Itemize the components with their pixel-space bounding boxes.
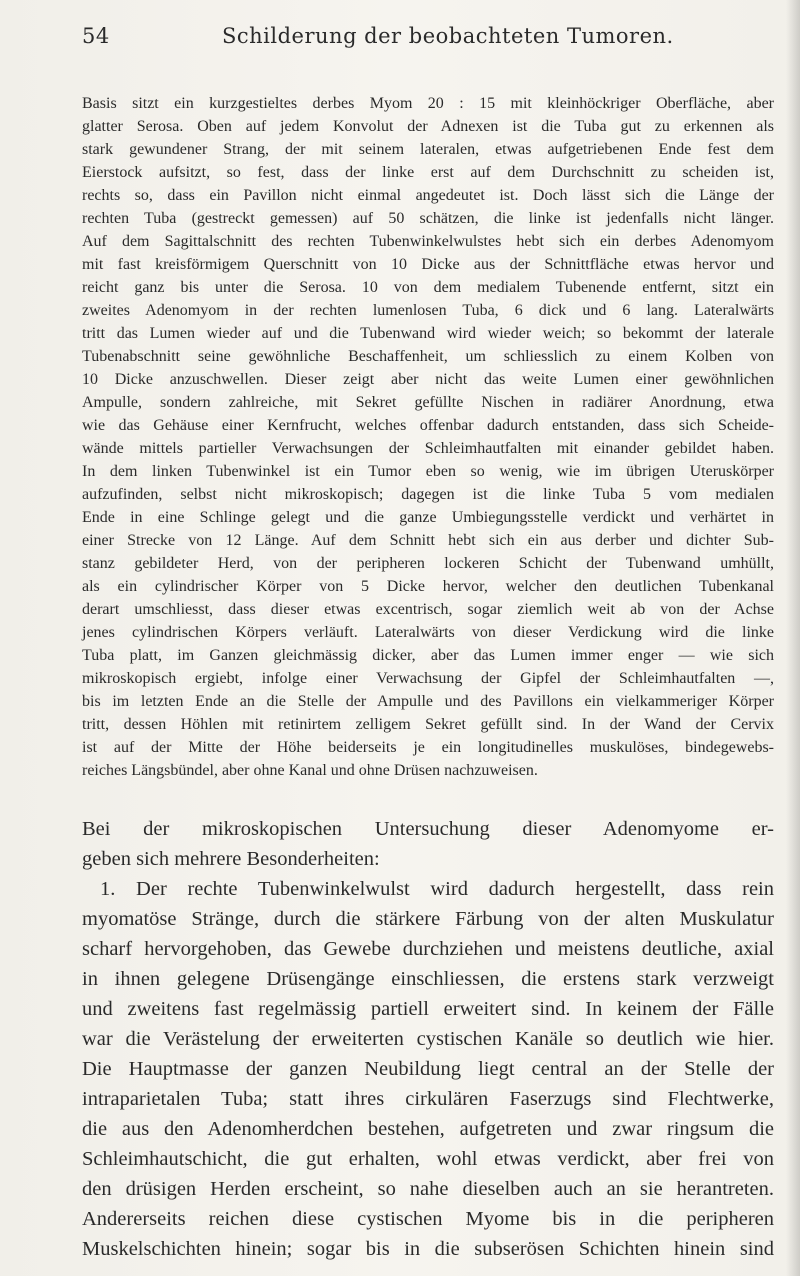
text-line: tritt das Lumen wieder auf und die Tubenwand wird wieder weich; so bekommt der laterale bbox=[82, 325, 774, 342]
text-line: myomatöse Stränge, durch die stärkere Färbung von der alten Muskulatur bbox=[82, 908, 774, 930]
text-line: als ein cylindrischer Körper von 5 Dicke hervor, welcher den deutlichen Tubenkanal bbox=[82, 578, 774, 595]
text-line: Bei der mikroskopischen Untersuchung dieser Adenomyome er- bbox=[82, 818, 774, 840]
text-line: und zweitens fast regelmässig partiell erweitert sind. In keinem der Fälle bbox=[82, 998, 774, 1020]
text-line: mit fast kreisförmigem Querschnitt von 10 Dicke aus der Schnittfläche etwas hervor und bbox=[82, 256, 774, 273]
page-edge-shadow bbox=[786, 0, 800, 1276]
text-line: Andererseits reichen diese cystischen Myome bis in die peripheren bbox=[82, 1208, 774, 1230]
text-line: 1. Der rechte Tubenwinkelwulst wird dadurch hergestellt, dass rein bbox=[100, 878, 774, 900]
text-line: aufzufinden, selbst nicht mikroskopisch; dagegen ist die linke Tuba 5 vom medialen bbox=[82, 486, 774, 503]
text-line: glatter Serosa. Oben auf jedem Konvolut der Adnexen ist die Tuba gut zu erkennen als bbox=[82, 118, 774, 135]
text-line: einer Strecke von 12 Länge. Auf dem Schnitt hebt sich ein aus derber und dichter Sub- bbox=[82, 532, 774, 549]
text-line: wände mittels partieller Verwachsungen der Schleimhautfalten mit einander gebildet haben. bbox=[82, 440, 774, 457]
text-line: die aus den Adenomherdchen bestehen, aufgetreten und zwar ringsum die bbox=[82, 1118, 774, 1140]
text-line: war die Verästelung der erweiterten cystischen Kanäle so deutlich wie hier. bbox=[82, 1028, 774, 1050]
text-line: derart umschliesst, dass dieser etwas excentrisch, sogar ziemlich weit ab von der Achse bbox=[82, 601, 774, 618]
text-line: Muskelschichten hinein; sogar bis in die subserösen Schichten hinein sind bbox=[82, 1238, 774, 1260]
text-line: In dem linken Tubenwinkel ist ein Tumor eben so wenig, wie im übrigen Uteruskörper bbox=[82, 463, 774, 480]
text-line: bis im letzten Ende an die Stelle der Ampulle und des Pavillons ein vielkammeriger Körper bbox=[82, 693, 774, 710]
text-line: Tubenabschnitt seine gewöhnliche Beschaffenheit, um schliesslich zu einem Kolben von bbox=[82, 348, 774, 365]
text-line: Die Hauptmasse der ganzen Neubildung liegt central an der Stelle der bbox=[82, 1058, 774, 1080]
text-line: jenes cylindrischen Körpers verläuft. Lateralwärts von dieser Verdickung wird die linke bbox=[82, 624, 774, 641]
case-description-paragraph bbox=[82, 92, 774, 782]
text-line: zweites Adenomyom in der rechten lumenlosen Tuba, 6 dick und 6 lang. Lateralwärts bbox=[82, 302, 774, 319]
text-line: Auf dem Sagittalschnitt des rechten Tubenwinkelwulstes hebt sich ein derbes Adenomyom bbox=[82, 233, 774, 250]
text-line: mikroskopisch ergiebt, infolge einer Verwachsung der Gipfel der Schleimhautfalten —, bbox=[82, 670, 774, 687]
text-line: reicht ganz bis unter die Serosa. 10 von dem medialem Tubenende entfernt, sitzt ein bbox=[82, 279, 774, 296]
text-line: wie das Gehäuse einer Kernfrucht, welches offenbar dadurch entstanden, dass sich Scheide- bbox=[82, 417, 774, 434]
text-line: intraparietalen Tuba; statt ihres cirkulären Faserzugs sind Flechtwerke, bbox=[82, 1088, 774, 1110]
text-line: rechts so, dass ein Pavillon nicht einmal angedeutet ist. Doch lässt sich die Länge der bbox=[82, 187, 774, 204]
page-number: 54 bbox=[82, 24, 110, 48]
text-line: Ende in eine Schlinge gelegt und die ganze Umbiegungsstelle verdickt und verhärtet in bbox=[82, 509, 774, 526]
text-line: 10 Dicke anzuschwellen. Dieser zeigt aber nicht das weite Lumen einer gewöhnlichen bbox=[82, 371, 774, 388]
text-line: ist auf der Mitte der Höhe beiderseits je ein longitudinelles muskulöses, bindegewebs- bbox=[82, 739, 774, 756]
text-line: den drüsigen Herden erscheint, so nahe dieselben auch an sie herantreten. bbox=[82, 1178, 774, 1200]
text-line: stanz gebildeter Herd, von der peripheren lockeren Schicht der Tubenwand umhüllt, bbox=[82, 555, 774, 572]
text-line: Basis sitzt ein kurzgestieltes derbes Myom 20 : 15 mit kleinhöckriger Oberfläche, aber bbox=[82, 95, 774, 112]
text-line: stark gewundener Strang, der mit seinem lateralen, etwas aufgetriebenen Ende fest dem bbox=[82, 141, 774, 158]
text-line: Eierstock aufsitzt, so fest, dass der linke erst auf dem Durchschnitt zu scheiden ist, bbox=[82, 164, 774, 181]
text-line: reiches Längsbündel, aber ohne Kanal und ohne Drüsen nachzuweisen. bbox=[82, 762, 538, 779]
text-line: tritt, dessen Höhlen mit retinirtem zelligem Sekret gefüllt sind. In der Wand der Cervix bbox=[82, 716, 774, 733]
text-line: Ampulle, sondern zahlreiche, mit Sekret gefüllte Nischen in radiärer Anordnung, etwa bbox=[82, 394, 774, 411]
text-line: Tuba platt, im Ganzen gleichmässig dicker, aber das Lumen immer enger — wie sich bbox=[82, 647, 774, 664]
page-header bbox=[82, 24, 772, 56]
findings-paragraph bbox=[82, 814, 774, 1264]
text-line: geben sich mehrere Besonderheiten: bbox=[82, 848, 380, 870]
text-line: in ihnen gelegene Drüsengänge einschliessen, die erstens stark verzweigt bbox=[82, 968, 774, 990]
text-line: Schleimhautschicht, die gut erhalten, wohl etwas verdickt, aber frei von bbox=[82, 1148, 774, 1170]
text-line: rechten Tuba (gestreckt gemessen) auf 50 schätzen, die linke ist jedenfalls nicht länger. bbox=[82, 210, 774, 227]
text-line: scharf hervorgehoben, das Gewebe durchziehen und meistens deutliche, axial bbox=[82, 938, 774, 960]
running-title: Schilderung der beobachteten Tumoren. bbox=[222, 24, 674, 48]
